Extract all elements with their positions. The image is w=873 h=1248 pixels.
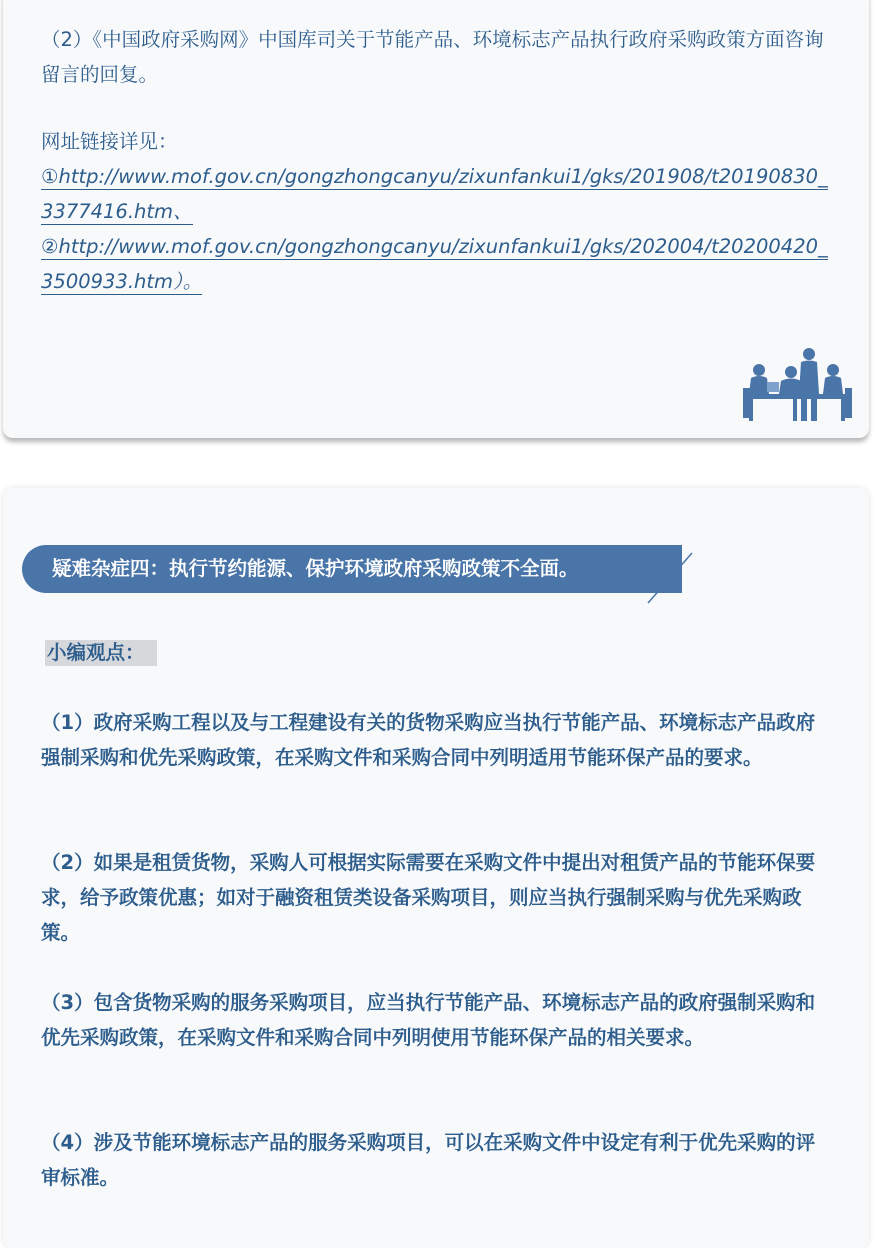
- meeting-people-icon: [743, 348, 853, 424]
- link-1[interactable]: ①http://www.mof.gov.cn/gongzhongcanyu/zixunfankui1/gks/201908/t20190830_3377416.htm、: [41, 165, 828, 223]
- point-2: （2）如果是租赁货物，采购人可根据实际需要在采购文件中提出对租赁产品的节能环保要求，给予政策优惠；如对于融资租赁类设备采购项目，则应当执行强制采购与优先采购政策。: [41, 851, 816, 944]
- section-banner-title: 疑难杂症四：执行节约能源、保护环境政府采购政策不全面。: [52, 557, 579, 580]
- links-label: 网址链接详见：: [41, 130, 178, 153]
- editor-view-tag: 小编观点：: [45, 640, 157, 666]
- links-block: [41, 124, 831, 299]
- point-3: （3）包含货物采购的服务采购项目，应当执行节能产品、环境标志产品的政府强制采购和优先采购政策，在采购文件和采购合同中列明使用节能环保产品的相关要求。: [41, 991, 816, 1049]
- point-4: （4）涉及节能环境标志产品的服务采购项目，可以在采购文件中设定有利于优先采购的评审标准。: [41, 1131, 816, 1189]
- paragraph-point-2: （2）《中国政府采购网》中国库司关于节能产品、环境标志产品执行政府采购政策方面咨询留言的回复。: [41, 28, 824, 86]
- point-1: （1）政府采购工程以及与工程建设有关的货物采购应当执行节能产品、环境标志产品政府强制采购和优先采购政策，在采购文件和采购合同中列明适用节能环保产品的要求。: [41, 711, 816, 769]
- banner-slash-decoration: [640, 545, 696, 605]
- link-2[interactable]: ②http://www.mof.gov.cn/gongzhongcanyu/zixunfankui1/gks/202004/t20200420_3500933.htm）。: [41, 235, 828, 293]
